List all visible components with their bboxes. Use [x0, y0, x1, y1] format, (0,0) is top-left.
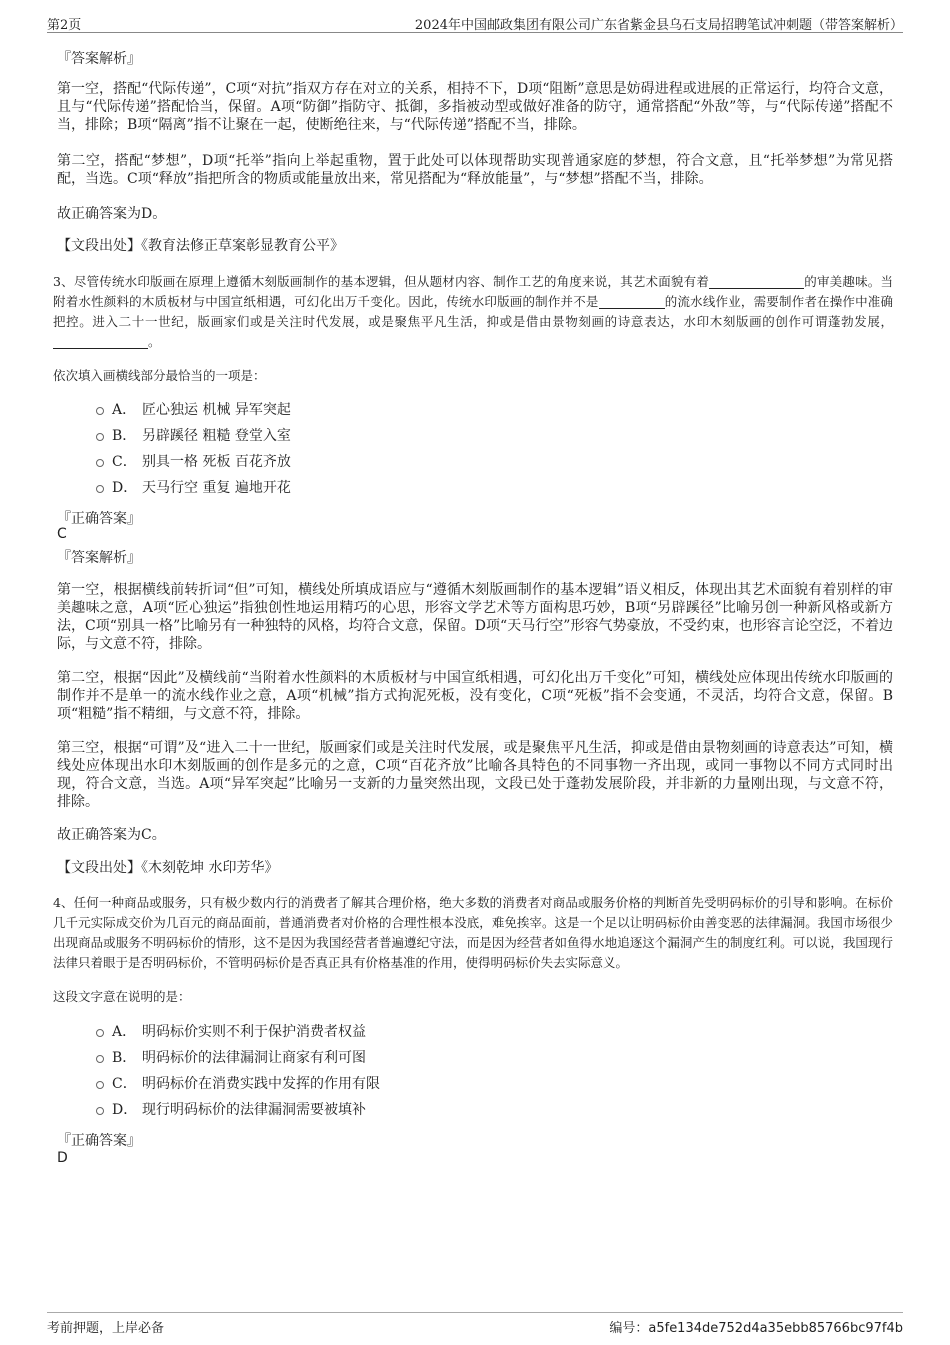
q3-option-c[interactable]: C． 别具一格 死板 百花齐放	[96, 453, 291, 471]
q3-analysis-para-1: 第一空，根据横线前转折词“但”可知，横线处所填成语应与“遵循木刻版画制作的基本逻辑”语义相反，体现出其艺术面貌有着别样的审美趣味之意，A项“匠心独运”指独创性地运用精巧的心思，形容文学艺术等方面构思巧妙，B项“另辟蹊径”比喻另创一种新风格或新方法，C项“别具一格”比喻另有一种独特的风格，均符合文意，保留。D项“天马行空”形容气势豪放，不受约束，也形容言论空泛，不着边际，与文意不符，排除。	[57, 582, 893, 652]
correct-answer-label: 『正确答案』	[57, 1133, 141, 1149]
radio-icon[interactable]	[96, 1107, 104, 1115]
q3-stem: 3、尽管传统水印版画在原理上遵循木刻版画制作的基本逻辑，但从题材内容、制作工艺的角度来说，其艺术面貌有着 的审美趣味。当附着水性颜料的木质板材与中国宣纸相遇，可幻化出万千变化。因此，传统水印版画的制作并不是 的流水线作业，需要制作者在操作中准确把控。进入二十一世纪，版画家们或是关注时代发展，或是聚焦平凡生活，抑或是借由景物刻画的诗意表达，水印木刻版画的创作可谓蓬勃发展，。	[53, 274, 893, 349]
q2-analysis-para-2: 第二空，搭配“梦想”，D项“托举”指向上举起重物，置于此处可以体现帮助实现普通家庭的梦想，符合文意，且“托举梦想”为常见搭配，当选。C项“释放”指把所含的物质或能量放出来，常见搭配为“释放能量”，与“梦想”搭配不当，排除。	[57, 153, 893, 187]
radio-icon[interactable]	[96, 459, 104, 467]
q4-option-c[interactable]: C． 明码标价在消费实践中发挥的作用有限	[96, 1075, 380, 1093]
radio-icon[interactable]	[96, 485, 104, 493]
q3-correct-answer: C	[57, 526, 67, 542]
blank-3	[53, 336, 148, 349]
analysis-label: 『答案解析』	[57, 51, 141, 67]
q3-analysis-para-2: 第二空，根据“因此”及横线前“当附着水性颜料的木质板材与中国宣纸相遇，可幻化出万千变化”可知，横线处应体现出传统水印版画的制作并不是单一的流水线作业之意，A项“机械”指方式拘泥死板，没有变化，C项“死板”指不会变通，不灵活，均符合文意，保留。B项“粗糙”指不精细，与文意不符，排除。	[57, 670, 893, 722]
radio-icon[interactable]	[96, 1055, 104, 1063]
q3-source: 【文段出处】《木刻乾坤 水印芳华》	[57, 860, 279, 876]
q3-prompt: 依次填入画横线部分最恰当的一项是：	[53, 368, 266, 383]
q2-conclusion: 故正确答案为D。	[57, 206, 167, 222]
analysis-label: 『答案解析』	[57, 550, 141, 566]
radio-icon[interactable]	[96, 1029, 104, 1037]
blank-1	[709, 276, 804, 289]
page-number: 第2页	[47, 18, 82, 33]
footer-slogan: 考前押题，上岸必备	[47, 1321, 165, 1336]
page-footer	[47, 1312, 903, 1336]
q4-stem: 4、任何一种商品或服务，只有极少数内行的消费者了解其合理价格，绝大多数的消费者对商品或服务价格的判断首先受明码标价的引导和影响。在标价几千元实际成交价为几百元的商品面前，普通消费者对价格的合理性根本没底，难免挨宰。这是一个足以让明码标价由善变恶的法律漏洞。我国市场很少出现商品或服务不明码标价的情形，这不是因为我国经营者普遍遵纪守法，而是因为经营者如鱼得水地追逐这个漏洞产生的制度红利。可以说，我国现行法律只着眼于是否明码标价，不管明码标价是否真正具有价格基准的作用，使得明码标价失去实际意义。	[53, 895, 893, 970]
q4-option-b[interactable]: B． 明码标价的法律漏洞让商家有利可图	[96, 1049, 366, 1067]
radio-icon[interactable]	[96, 1081, 104, 1089]
q3-option-a[interactable]: A． 匠心独运 机械 异军突起	[96, 401, 291, 419]
radio-icon[interactable]	[96, 433, 104, 441]
footer-code: 编号：a5fe134de752d4a35ebb85766bc97f4b	[609, 1321, 903, 1336]
document-title: 2024年中国邮政集团有限公司广东省紫金县乌石支局招聘笔试冲刺题（带答案解析）	[414, 18, 903, 33]
q4-option-d[interactable]: D． 现行明码标价的法律漏洞需要被填补	[96, 1101, 366, 1119]
q2-analysis-para-1: 第一空，搭配“代际传递”，C项“对抗”指双方存在对立的关系，相持不下，D项“阻断”意思是妨碍进程或进展的正常运行，均符合文意，且与“代际传递”搭配恰当，保留。A项“防御”指防守、抵御，多指被动型或做好准备的防守，通常搭配“外敌”等，与“代际传递”搭配不当，排除；B项“隔离”指不让聚在一起，使断绝往来，与“代际传递”搭配不当，排除。	[57, 81, 893, 133]
page-header	[47, 10, 903, 33]
q4-correct-answer: D	[57, 1150, 68, 1166]
correct-answer-label: 『正确答案』	[57, 511, 141, 527]
q2-source: 【文段出处】《教育法修正草案彰显教育公平》	[57, 238, 344, 254]
q4-prompt: 这段文字意在说明的是：	[53, 989, 191, 1004]
q4-option-a[interactable]: A． 明码标价实则不利于保护消费者权益	[96, 1023, 366, 1041]
q3-option-b[interactable]: B． 另辟蹊径 粗糙 登堂入室	[96, 427, 291, 445]
blank-2	[599, 296, 665, 309]
q3-analysis-para-3: 第三空，根据“可谓”及“进入二十一世纪，版画家们或是关注时代发展，或是聚焦平凡生活，抑或是借由景物刻画的诗意表达”可知，横线处应体现出水印木刻版画的创作是多元的之意，C项“百花齐放”比喻各具特色的不同事物一齐出现，或同一事物以不同方式同时出现，符合文意，当选。A项“异军突起”比喻另一支新的力量突然出现，文段已处于蓬勃发展阶段，并非新的力量刚出现，与文意不符，排除。	[57, 740, 893, 810]
radio-icon[interactable]	[96, 407, 104, 415]
q3-conclusion: 故正确答案为C。	[57, 827, 166, 843]
q3-option-d[interactable]: D． 天马行空 重复 遍地开花	[96, 479, 291, 497]
